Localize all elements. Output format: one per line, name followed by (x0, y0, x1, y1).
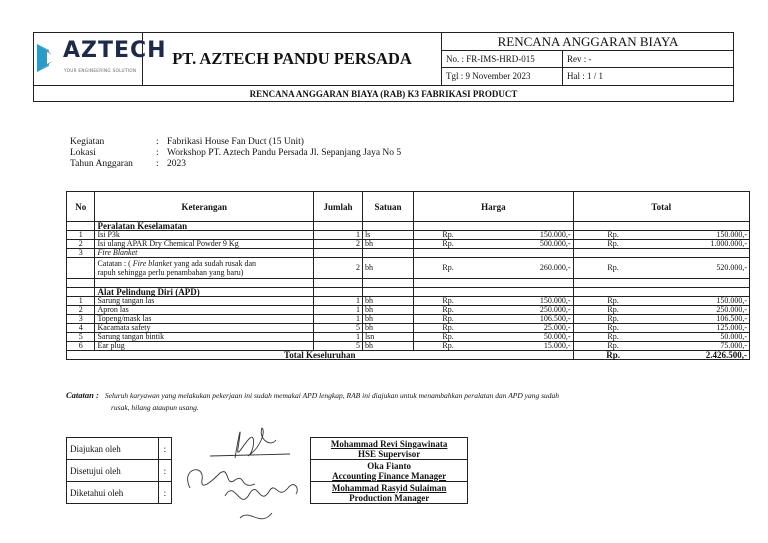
cell-rp: Rp. (573, 297, 653, 306)
cell-no: 1 (67, 297, 95, 306)
cell-jumlah: 1 (314, 231, 363, 240)
note-italic: Fire blanket (132, 259, 172, 268)
cell-rp: Rp. (573, 231, 653, 240)
info-label: Kegiatan (70, 137, 105, 147)
cell-harga: 150.000,- (482, 297, 573, 306)
cell-rp: Rp. (573, 240, 653, 249)
signature-revi (235, 428, 276, 458)
sign-role: Diketahui oleh (67, 482, 159, 504)
cell-rp: Rp. (573, 342, 653, 351)
col-header-keterangan: Keterangan (95, 192, 314, 222)
sign-role: Disetujui oleh (67, 460, 159, 482)
cell-harga: 500.000,- (482, 240, 573, 249)
grand-total-row (67, 351, 750, 360)
cell-rp: Rp. (573, 306, 653, 315)
table-row (67, 306, 750, 315)
cell-rp: Rp. (414, 342, 482, 351)
doc-number: No. : FR-IMS-HRD-015 (442, 51, 563, 68)
cell-total: 150.000,- (653, 231, 750, 240)
table-row (67, 342, 750, 351)
doc-date: Tgl : 9 November 2023 (442, 68, 563, 85)
sign-title: HSE Supervisor (358, 448, 421, 459)
cell-total: 1.000.000,- (653, 240, 750, 249)
cell-satuan: bh (362, 240, 413, 249)
cell-satuan: ls (362, 231, 413, 240)
grand-total-label: Total Keseluruhan (67, 351, 574, 360)
cell-satuan: lsn (362, 333, 413, 342)
signature-oka (188, 470, 255, 488)
info-value: 2023 (167, 159, 186, 169)
section-title: Peralatan Keselamatan (95, 222, 314, 231)
cell-jumlah: 1 (314, 297, 363, 306)
sign-sep: : (158, 482, 171, 504)
cell-no: 5 (67, 333, 95, 342)
cell-rp: Rp. (414, 240, 482, 249)
cell-jumlah: 1 (314, 306, 363, 315)
doc-subtitle: RENCANA ANGGARAN BIAYA (RAB) K3 FABRIKASI PRODUCT (33, 85, 734, 102)
cell-total: 106.500,- (653, 315, 750, 324)
cell-satuan: bh (362, 324, 413, 333)
sign-name-cell (311, 482, 468, 504)
cell-keterangan: Fire Blanket (95, 249, 314, 258)
cell-harga: 150.000,- (482, 231, 573, 240)
sign-name: Mohammad Revi Singawinata (330, 438, 448, 449)
company-name: PT. AZTECH PANDU PERSADA (143, 32, 442, 85)
cell-jumlah: 2 (314, 258, 363, 279)
cell-harga: 260.000,- (482, 258, 573, 279)
signature-rasyid (225, 485, 297, 500)
cell-keterangan: Isi P3k (95, 231, 314, 240)
cell-total: 520.000,- (653, 258, 750, 279)
section-row (67, 222, 750, 231)
info-value: Workshop PT. Aztech Pandu Persada Jl. Sepanjang Jaya No 5 (167, 148, 402, 158)
cell-satuan: bh (362, 297, 413, 306)
sign-sep: : (158, 460, 171, 482)
cell-jumlah: 2 (314, 240, 363, 249)
note-text: yang ada sudah rusak dan (171, 259, 257, 268)
cell-satuan: bh (362, 315, 413, 324)
cell-harga: 250.000,- (482, 306, 573, 315)
logo-tagline: YOUR ENGINEERING SOLUTION (64, 68, 137, 73)
col-header-no: No (67, 192, 95, 222)
cell-total: 50.000,- (653, 333, 750, 342)
cell-rp: Rp. (573, 315, 653, 324)
cell-no: 2 (67, 306, 95, 315)
cell-keterangan: Topeng/mask las (95, 315, 314, 324)
grand-total-value: 2.426.500,- (653, 351, 750, 360)
cell-rp: Rp. (414, 231, 482, 240)
col-header-jumlah: Jumlah (314, 192, 363, 222)
cell-rp: Rp. (414, 315, 482, 324)
table-row (67, 324, 750, 333)
cell-rp: Rp. (414, 297, 482, 306)
cell-harga: 106.500,- (482, 315, 573, 324)
cell-no: 3 (67, 249, 95, 258)
sign-name: Mohammad Rasyid Sulaiman (331, 482, 447, 493)
section-row (67, 288, 750, 297)
col-header-harga: Harga (414, 192, 573, 222)
sign-name: Oka Fianto (367, 460, 412, 471)
cell-no: 3 (67, 315, 95, 324)
grand-total-rp: Rp. (573, 351, 653, 360)
cell-jumlah: 1 (314, 315, 363, 324)
sign-title: Accounting Finance Manager (332, 470, 447, 481)
table-row-note (67, 258, 750, 279)
cell-no: 1 (67, 231, 95, 240)
doc-revision: Rev : - (563, 51, 734, 68)
info-label: Lokasi (70, 148, 96, 158)
cell-rp: Rp. (414, 306, 482, 315)
info-label: Tahun Anggaran (70, 159, 133, 169)
handwritten-signatures (180, 418, 310, 540)
info-block (70, 137, 401, 170)
sign-role: Diajukan oleh (67, 438, 159, 460)
cell-total: 250.000,- (653, 306, 750, 315)
sign-name-cell (311, 438, 468, 460)
cell-harga: 25.000,- (482, 324, 573, 333)
cell-keterangan: Ear plug (95, 342, 314, 351)
catatan-label: Catatan : (66, 390, 99, 400)
logo-box (33, 32, 167, 85)
col-header-total: Total (573, 192, 749, 222)
cell-keterangan: Sarung tangan las (95, 297, 314, 306)
logo-text: AZTECH (63, 38, 167, 63)
table-row (67, 249, 750, 258)
info-value: Fabrikasi House Fan Duct (15 Unit) (167, 137, 304, 147)
cell-rp: Rp. (573, 258, 653, 279)
cell-total: 150.000,- (653, 297, 750, 306)
table-row (67, 240, 750, 249)
table-row (67, 315, 750, 324)
cell-harga: 15.000,- (482, 342, 573, 351)
cell-keterangan: Apron las (95, 306, 314, 315)
cell-rp: Rp. (414, 324, 482, 333)
section-title: Alat Pelindung Diri (APD) (95, 288, 314, 297)
cell-rp: Rp. (573, 333, 653, 342)
info-sep: : (156, 137, 159, 147)
cell-satuan: bh (362, 306, 413, 315)
cell-keterangan: Kacamata safety (95, 324, 314, 333)
cell-keterangan: Sarung tangan bintik (95, 333, 314, 342)
cell-rp: Rp. (414, 258, 482, 279)
sign-sep: : (158, 438, 171, 460)
cell-no: 4 (67, 324, 95, 333)
cell-total: 75.000,- (653, 342, 750, 351)
catatan-line2: rusak, hilang ataupun usang. (111, 403, 199, 412)
cell-no: 2 (67, 240, 95, 249)
note-text: rapuh sehingga perlu penambahan yang baru) (97, 268, 244, 277)
cell-rp: Rp. (573, 324, 653, 333)
table-row (67, 297, 750, 306)
fire-blanket-note (95, 258, 314, 279)
cell-rp: Rp. (414, 333, 482, 342)
cell-jumlah: 5 (314, 324, 363, 333)
cell-satuan: bh (362, 342, 413, 351)
info-sep: : (156, 159, 159, 169)
table-row (67, 333, 750, 342)
table-header-row (67, 192, 750, 222)
doc-title: RENCANA ANGGARAN BIAYA (442, 32, 734, 51)
doc-page: Hal : 1 / 1 (567, 71, 603, 81)
col-header-satuan: Satuan (362, 192, 413, 222)
budget-table (66, 191, 750, 360)
info-sep: : (156, 148, 159, 158)
cell-harga: 50.000,- (482, 333, 573, 342)
sign-title: Production Manager (349, 492, 430, 503)
catatan-line1: Seluruh karyawan yang melakukan pekerjaan ini sudah memakai APD lengkap, RAB ini diajukan untuk menambahkan peralatan dan APD yang sudah (104, 391, 560, 400)
cell-keterangan: Isi ulang APAR Dry Chemical Powder 9 Kg (95, 240, 314, 249)
sign-name-cell (311, 460, 468, 482)
cell-jumlah: 1 (314, 333, 363, 342)
cell-jumlah: 5 (314, 342, 363, 351)
catatan-block (66, 389, 746, 414)
note-text: Catatan : ( (97, 259, 133, 268)
cell-satuan: bh (362, 258, 413, 279)
cell-total: 125.000,- (653, 324, 750, 333)
cell-no: 6 (67, 342, 95, 351)
